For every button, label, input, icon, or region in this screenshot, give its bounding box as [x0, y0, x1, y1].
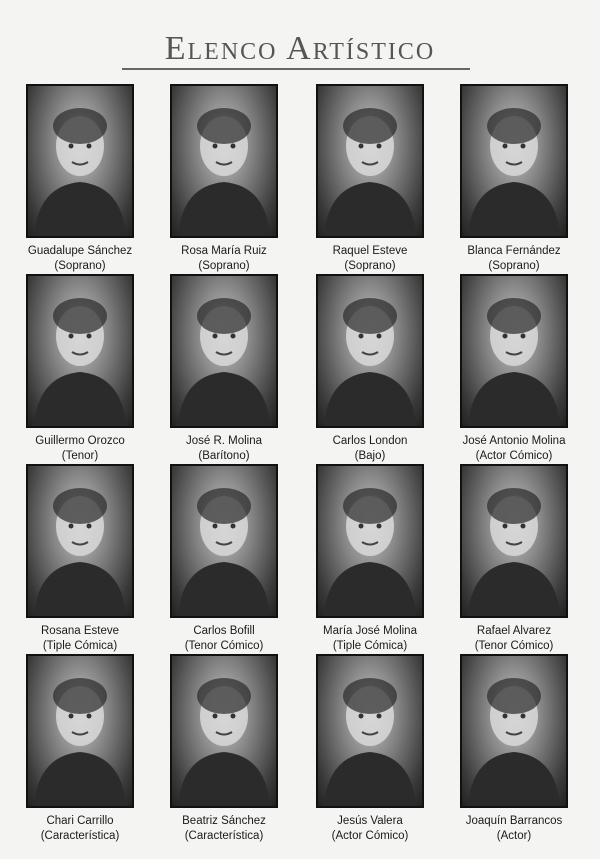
cast-card [170, 84, 278, 274]
cast-name: José R. Molina [185, 435, 263, 447]
portrait-silhouette-icon [28, 276, 132, 426]
portrait-photo [26, 274, 134, 428]
portrait-silhouette-icon [318, 276, 422, 426]
portrait-photo [26, 464, 134, 618]
cast-role: (Tenor) [61, 450, 99, 462]
cast-role: (Bajo) [354, 450, 386, 462]
portrait-silhouette-icon [172, 276, 276, 426]
cast-role: (Soprano) [488, 260, 540, 272]
cast-role: (Barítono) [198, 450, 250, 462]
cast-role: (Soprano) [54, 260, 106, 272]
portrait-silhouette-icon [318, 656, 422, 806]
cast-role: (Actor Cómico) [331, 830, 409, 842]
cast-name: Rosana Esteve [41, 625, 119, 637]
portrait-photo [460, 464, 568, 618]
portrait-photo [460, 274, 568, 428]
cast-role: (Soprano) [198, 260, 250, 272]
portrait-photo [26, 84, 134, 238]
cast-role: (Tenor Cómico) [474, 640, 554, 652]
portrait-silhouette-icon [462, 86, 566, 236]
cast-name: Carlos London [332, 435, 408, 447]
portrait-photo [316, 654, 424, 808]
cast-card [460, 654, 568, 844]
cast-card [26, 84, 134, 274]
cast-card [460, 274, 568, 464]
cast-role: (Tiple Cómica) [42, 640, 118, 652]
portrait-silhouette-icon [172, 86, 276, 236]
portrait-silhouette-icon [318, 86, 422, 236]
cast-card [316, 84, 424, 274]
cast-card [26, 654, 134, 844]
portrait-silhouette-icon [318, 466, 422, 616]
portrait-photo [316, 84, 424, 238]
cast-card [460, 464, 568, 654]
portrait-photo [316, 274, 424, 428]
cast-card [316, 464, 424, 654]
portrait-photo [460, 654, 568, 808]
cast-role: (Actor Cómico) [475, 450, 553, 462]
cast-role: (Tenor Cómico) [184, 640, 264, 652]
page-title: Elenco Artístico [164, 30, 436, 67]
cast-card [26, 464, 134, 654]
cast-name: Chari Carrillo [46, 815, 114, 827]
cast-name: Guadalupe Sánchez [27, 245, 133, 257]
portrait-silhouette-icon [462, 656, 566, 806]
cast-role: (Actor) [496, 830, 532, 842]
cast-role: (Característica) [40, 830, 120, 842]
cast-role: (Característica) [184, 830, 264, 842]
portrait-silhouette-icon [172, 466, 276, 616]
cast-name: Rosa María Ruiz [181, 245, 267, 257]
cast-name: María José Molina [323, 625, 417, 637]
cast-name: Guillermo Orozco [35, 435, 125, 447]
cast-name: Joaquín Barrancos [465, 815, 563, 827]
cast-card [26, 274, 134, 464]
title-underline [122, 68, 470, 70]
portrait-photo [170, 274, 278, 428]
portrait-silhouette-icon [28, 466, 132, 616]
cast-role: (Soprano) [344, 260, 396, 272]
cast-card [316, 654, 424, 844]
cast-name: Beatriz Sánchez [182, 815, 266, 827]
cast-card [170, 464, 278, 654]
portrait-photo [316, 464, 424, 618]
portrait-photo [26, 654, 134, 808]
portrait-silhouette-icon [28, 656, 132, 806]
portrait-silhouette-icon [462, 466, 566, 616]
cast-card [316, 274, 424, 464]
cast-card [170, 274, 278, 464]
cast-card [460, 84, 568, 274]
portrait-photo [170, 464, 278, 618]
portrait-photo [170, 654, 278, 808]
portrait-silhouette-icon [462, 276, 566, 426]
cast-role: (Tiple Cómica) [332, 640, 408, 652]
portrait-silhouette-icon [172, 656, 276, 806]
cast-card [170, 654, 278, 844]
cast-name: Rafael Alvarez [476, 625, 552, 637]
cast-name: Blanca Fernández [467, 245, 561, 257]
portrait-photo [460, 84, 568, 238]
cast-name: José Antonio Molina [462, 435, 566, 447]
cast-name: Raquel Esteve [332, 245, 408, 257]
cast-name: Carlos Bofill [193, 625, 255, 637]
cast-name: Jesús Valera [337, 815, 403, 827]
portrait-silhouette-icon [28, 86, 132, 236]
portrait-photo [170, 84, 278, 238]
